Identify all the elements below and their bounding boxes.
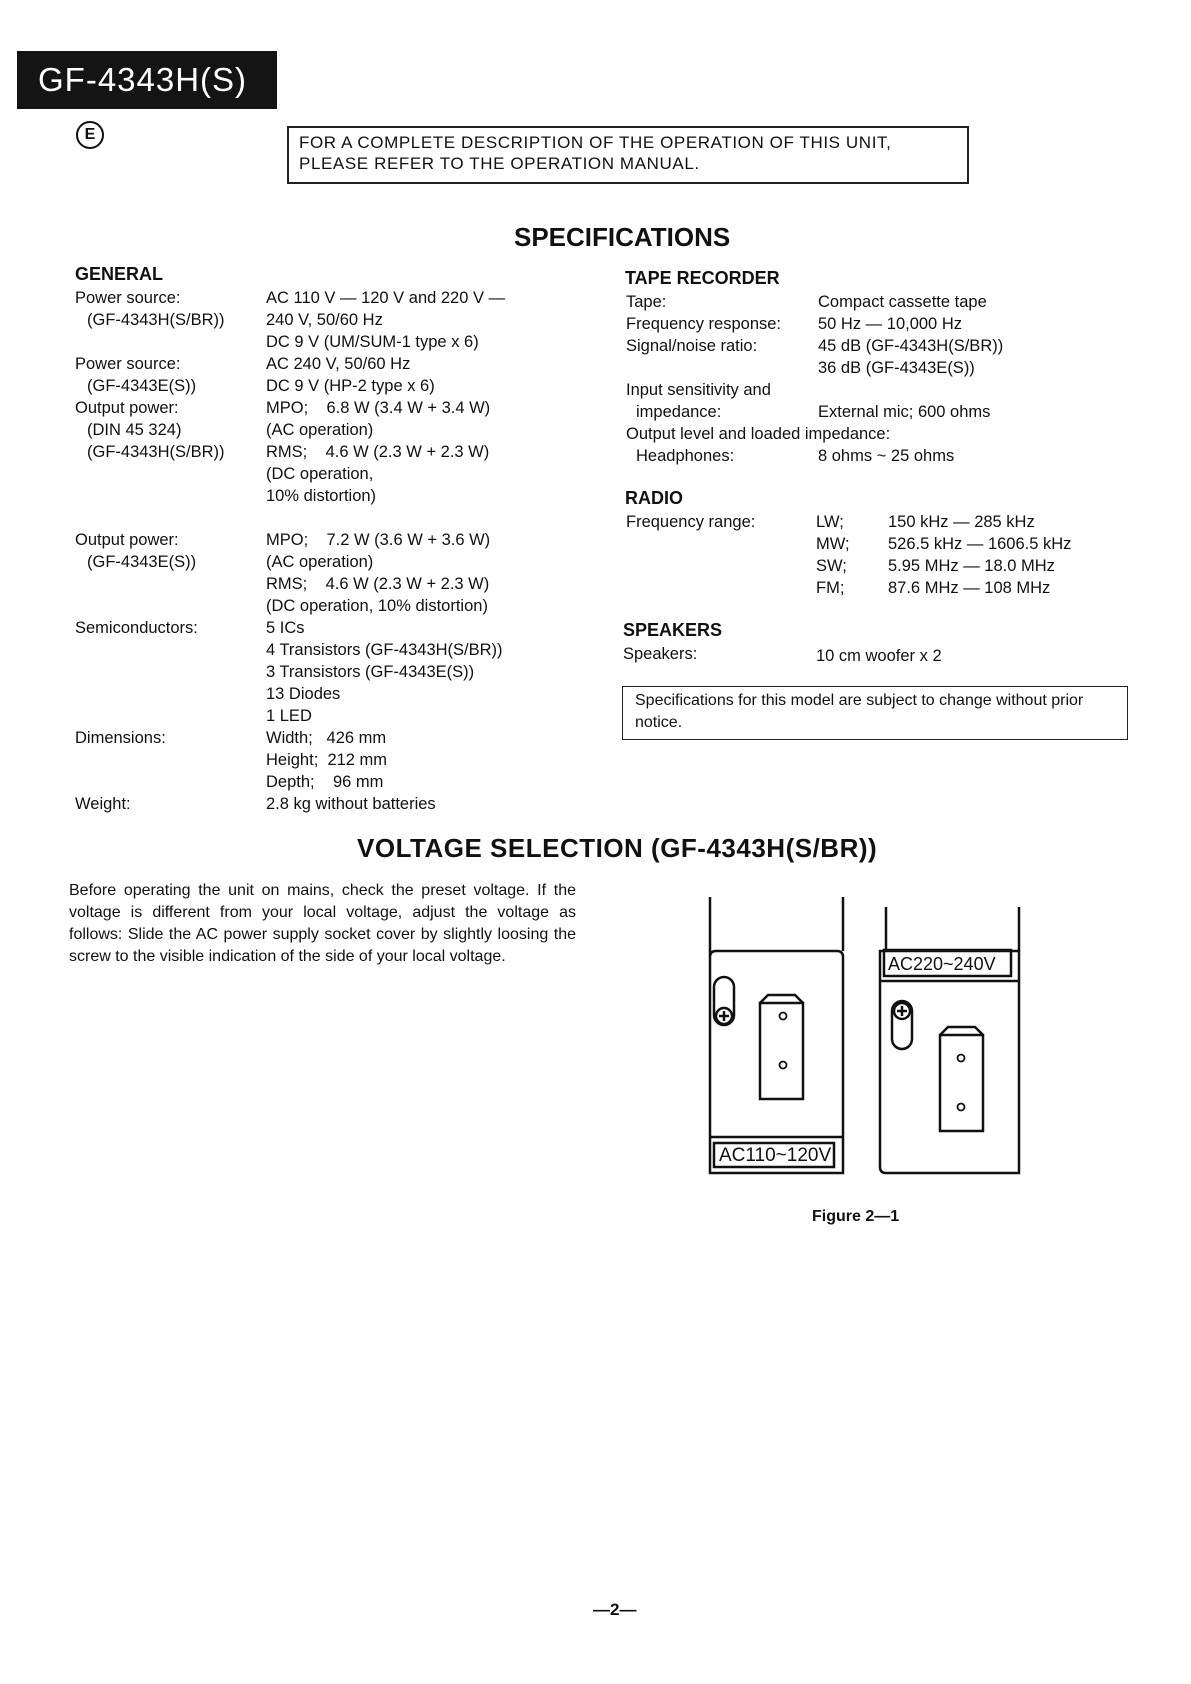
speakers-label-text: Speakers:: [623, 645, 698, 663]
output-e-2: (AC operation): [266, 553, 374, 571]
radio-heading: RADIO: [625, 488, 683, 508]
operation-manual-notice: [287, 126, 969, 184]
spec-change-notice: Specifications for this model are subject to change without prior notice.: [622, 686, 1128, 740]
tape-label: Tape:: [626, 293, 667, 311]
weight-label: Weight:: [75, 795, 131, 813]
band-sw: SW;: [816, 557, 847, 575]
output-e-1: MPO; 7.2 W (3.6 W + 3.6 W): [266, 531, 491, 549]
region-mark: E: [76, 121, 104, 149]
output-model-e: (GF-4343E(S)): [87, 553, 197, 571]
output-din: (DIN 45 324): [87, 421, 182, 439]
power-h-3: DC 9 V (UM/SUM-1 type x 6): [266, 333, 479, 351]
freq-response-value: 50 Hz — 10,000 Hz: [818, 315, 962, 333]
snr-label: Signal/noise ratio:: [626, 337, 758, 355]
power-h-2: 240 V, 50/60 Hz: [266, 311, 383, 329]
headphones-label-text: Headphones:: [636, 447, 735, 465]
figure-caption: Figure 2—1: [812, 1208, 900, 1225]
general-labels: [75, 287, 265, 815]
speakers-value: [816, 645, 1066, 667]
specifications-title: SPECIFICATIONS: [514, 222, 731, 252]
speakers-label: [623, 643, 803, 665]
range-fm: 87.6 MHz — 108 MHz: [888, 579, 1051, 597]
dimensions-label: Dimensions:: [75, 729, 166, 747]
impedance-label: impedance:: [636, 403, 722, 421]
frequency-range-label: [626, 511, 806, 533]
speakers-heading: SPEAKERS: [623, 620, 723, 640]
frequency-range-label-text: Frequency range:: [626, 513, 756, 531]
semi-3: 3 Transistors (GF-4343E(S)): [266, 663, 475, 681]
general-values: [266, 287, 566, 815]
semi-5: 1 LED: [266, 707, 312, 725]
power-model-e: (GF-4343E(S)): [87, 377, 197, 395]
notice-line-2: PLEASE REFER TO THE OPERATION MANUAL.: [299, 154, 700, 173]
voltage-instructions: Before operating the unit on mains, check the preset voltage. If the voltage is different from your local voltage, adjust the voltage as follows: Slide the AC power supply socket cover by slightly loosing the screw to the visible indication of the side of your local voltage.: [69, 882, 576, 965]
tape-value: Compact cassette tape: [818, 293, 987, 311]
semi-1: 5 ICs: [266, 619, 305, 637]
right-socket-cover: [880, 951, 1019, 1173]
power-model-h: (GF-4343H(S/BR)): [87, 311, 225, 329]
band-mw: MW;: [816, 535, 850, 553]
tape-recorder-heading: TAPE RECORDER: [625, 268, 780, 288]
tape-labels: [626, 291, 816, 423]
voltage-selection-title: VOLTAGE SELECTION (GF-4343H(S/BR)): [357, 833, 878, 863]
freq-response-label: Frequency response:: [626, 315, 782, 333]
output-e-3: RMS; 4.6 W (2.3 W + 2.3 W): [266, 575, 490, 593]
radio-bands: [816, 511, 886, 599]
dim-depth: Depth; 96 mm: [266, 773, 384, 791]
speakers-value-text: 10 cm woofer x 2: [816, 647, 942, 665]
output-h-5: 10% distortion): [266, 487, 377, 505]
left-voltage-label: AC110~120V: [719, 1145, 832, 1166]
output-h-1: MPO; 6.8 W (3.4 W + 3.4 W): [266, 399, 491, 417]
output-power-label-2: Output power:: [75, 531, 179, 549]
output-e-4: (DC operation, 10% distortion): [266, 597, 488, 615]
snr-value-h: 45 dB (GF-4343H(S/BR)): [818, 337, 1004, 355]
left-ac-socket: [760, 995, 803, 1099]
right-ac-socket: [940, 1027, 983, 1131]
general-heading: GENERAL: [75, 264, 164, 284]
power-e-1: AC 240 V, 50/60 Hz: [266, 355, 411, 373]
tape-values: [818, 291, 1118, 423]
notice-line-1: FOR A COMPLETE DESCRIPTION OF THE OPERATION OF THIS UNIT,: [299, 133, 892, 152]
output-level-text: Output level and loaded impedance:: [626, 425, 891, 443]
weight-value: 2.8 kg without batteries: [266, 795, 436, 813]
semi-2: 4 Transistors (GF-4343H(S/BR)): [266, 641, 503, 659]
output-h-3: RMS; 4.6 W (2.3 W + 2.3 W): [266, 443, 490, 461]
page-number: —2—: [593, 1600, 637, 1619]
range-lw: 150 kHz — 285 kHz: [888, 513, 1035, 531]
output-power-label: Output power:: [75, 399, 179, 417]
left-socket-cover: [710, 951, 843, 1173]
power-h-1: AC 110 V — 120 V and 220 V —: [266, 289, 506, 307]
snr-value-e: 36 dB (GF-4343E(S)): [818, 359, 975, 377]
power-e-2: DC 9 V (HP-2 type x 6): [266, 377, 435, 395]
headphones-value-text: 8 ohms ~ 25 ohms: [818, 447, 955, 465]
output-h-2: (AC operation): [266, 421, 374, 439]
range-mw: 526.5 kHz — 1606.5 kHz: [888, 535, 1072, 553]
power-source-label-2: Power source:: [75, 355, 181, 373]
headphones-label: [636, 445, 806, 467]
output-h-4: (DC operation,: [266, 465, 374, 483]
semiconductors-label: Semiconductors:: [75, 619, 198, 637]
output-level-label: [626, 423, 1106, 445]
range-sw: 5.95 MHz — 18.0 MHz: [888, 557, 1055, 575]
semi-4: 13 Diodes: [266, 685, 341, 703]
voltage-selector-figure: [700, 893, 1030, 1183]
input-sensitivity-value: External mic; 600 ohms: [818, 403, 991, 421]
headphones-value: [818, 445, 1068, 467]
right-voltage-label: AC220~240V: [888, 954, 996, 974]
model-banner: GF-4343H(S): [17, 51, 277, 109]
dim-width: Width; 426 mm: [266, 729, 387, 747]
dim-height: Height; 212 mm: [266, 751, 388, 769]
input-sensitivity-label: Input sensitivity and: [626, 381, 771, 399]
power-source-label: Power source:: [75, 289, 181, 307]
band-fm: FM;: [816, 579, 845, 597]
radio-ranges: [888, 511, 1128, 599]
output-model-h: (GF-4343H(S/BR)): [87, 443, 225, 461]
band-lw: LW;: [816, 513, 844, 531]
